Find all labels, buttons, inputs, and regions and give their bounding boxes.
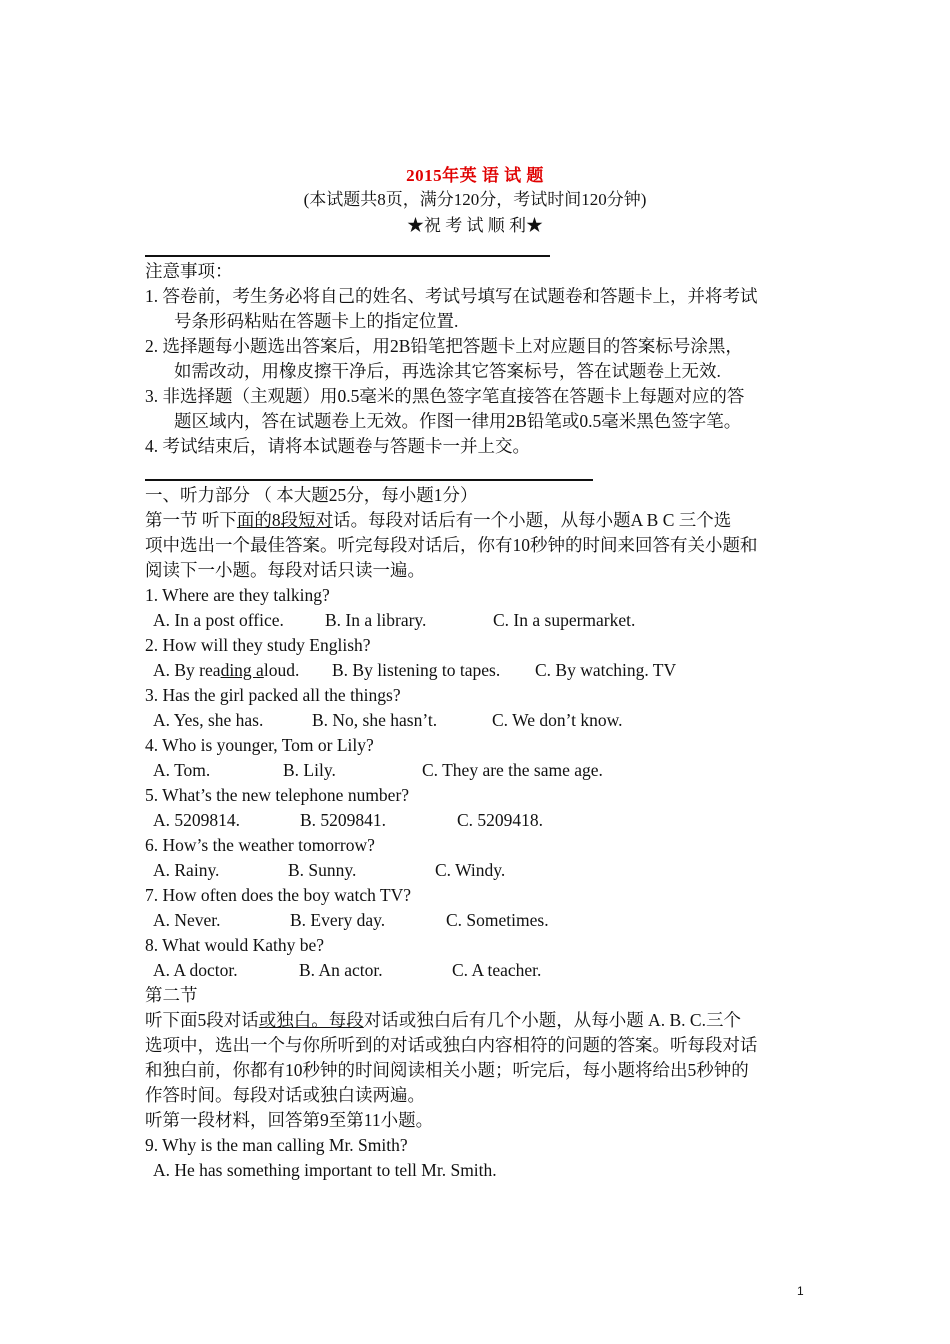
notice-item-1-cont: 号条形码粘贴在答题卡上的指定位置. <box>174 311 459 331</box>
option-b: B. Lily. <box>283 760 336 780</box>
option-a <box>153 658 332 683</box>
section1-intro-line2: 项中选出一个最佳答案。听完每段对话后，你有10秒钟的时间来回答有关小题和 <box>145 535 758 555</box>
good-luck-line: ★祝 考 试 顺 利★ <box>407 216 543 235</box>
question-2: 2. How will they study English? <box>145 635 371 655</box>
option-c: C. A teacher. <box>452 960 542 980</box>
option-c: C. Sometimes. <box>446 910 549 930</box>
option-b: B. An actor. <box>299 960 383 980</box>
option-a: A. A doctor. <box>153 960 238 980</box>
part1-heading: 一、听力部分 （ 本大题25分，每小题1分） <box>145 485 478 505</box>
section2-intro-b: 对话或独白后有几个小题，从每小题 A. B. C.三个 <box>363 1010 741 1030</box>
option-b: B. In a library. <box>325 610 427 630</box>
section1-intro-a: 第一节 听下 <box>145 510 237 530</box>
question-7: 7. How often does the boy watch TV? <box>145 885 412 905</box>
notice-item-1: 1. 答卷前，考生务必将自己的姓名、考试号填写在试题卷和答题卡上，并将考试 <box>145 286 758 306</box>
question-8-options <box>153 958 541 983</box>
page-title: 2015年英 语 试 题 <box>406 166 544 185</box>
section1-intro-b: 话。每段对话后有一个小题，从每小题A B C 三个选 <box>333 510 732 530</box>
page-number: 1 <box>797 1284 804 1298</box>
section2-instruction: 听第一段材料，回答第9至第11小题。 <box>145 1110 434 1130</box>
option-a: A. In a post office. <box>153 610 284 630</box>
option-a-text: A. By rea <box>153 660 221 680</box>
notice-item-2-cont: 如需改动，用橡皮擦干净后，再选涂其它答案标号，答在试题卷上无效. <box>174 361 721 381</box>
divider-middle <box>145 479 593 481</box>
question-6: 6. How’s the weather tomorrow? <box>145 835 375 855</box>
option-a: A. Rainy. <box>153 860 220 880</box>
section2-intro-line4: 作答时间。每段对话或独白读两遍。 <box>145 1085 425 1105</box>
question-8: 8. What would Kathy be? <box>145 935 325 955</box>
section2-intro-line3: 和独白前，你都有10秒钟的时间阅读相关小题；听完后，每小题将给出5秒钟的 <box>145 1060 749 1080</box>
notice-item-3-cont: 题区域内，答在试题卷上无效。作图一律用2B铅笔或0.5毫米黑色签字笔。 <box>174 411 742 431</box>
option-b: B. Sunny. <box>288 860 357 880</box>
section1-intro <box>145 508 731 533</box>
option-b: B. Every day. <box>290 910 386 930</box>
question-2-options <box>153 658 676 683</box>
question-7-options <box>153 908 549 933</box>
notice-item-4: 4. 考试结束后，请将本试题卷与答题卡一并上交。 <box>145 436 530 456</box>
option-a-text-end: loud. <box>263 660 300 680</box>
section2-intro-underlined: 或独白。每段 <box>258 1010 364 1030</box>
option-c: C. They are the same age. <box>422 760 603 780</box>
option-a: A. 5209814. <box>153 810 241 830</box>
question-3-options <box>153 708 623 733</box>
option-a: A. Never. <box>153 910 221 930</box>
option-c: C. 5209418. <box>457 810 544 830</box>
option-c: C. By watching. TV <box>535 660 677 680</box>
option-a: A. Yes, she has. <box>153 710 264 730</box>
option-c: C. We don’t know. <box>492 710 623 730</box>
option-c: C. In a supermarket. <box>493 610 636 630</box>
question-5: 5. What’s the new telephone number? <box>145 785 410 805</box>
section2-intro-line2: 选项中，选出一个与你所听到的对话或独白内容相符的问题的答案。听每段对话 <box>145 1035 758 1055</box>
section1-intro-line3: 阅读下一小题。每段对话只读一遍。 <box>145 560 425 580</box>
divider-top <box>145 255 550 257</box>
section1-intro-underlined: 面的8段短对 <box>236 510 334 530</box>
exam-info: (本试题共8页，满分120分，考试时间120分钟) <box>303 190 647 209</box>
notice-item-3: 3. 非选择题（主观题）用0.5毫米的黑色签字笔直接答在答题卡上每题对应的答 <box>145 386 745 406</box>
notice-item-2: 2. 选择题每小题选出答案后，用2B铅笔把答题卡上对应题目的答案标号涂黑， <box>145 336 743 356</box>
option-a-underlined: ding a <box>220 660 264 680</box>
option-b: B. By listening to tapes. <box>332 660 501 680</box>
question-1-options <box>153 608 635 633</box>
question-6-options <box>153 858 505 883</box>
question-9: 9. Why is the man calling Mr. Smith? <box>145 1135 408 1155</box>
question-4: 4. Who is younger, Tom or Lily? <box>145 735 374 755</box>
section2-intro-a: 听下面5段对话 <box>145 1010 259 1030</box>
question-4-options <box>153 758 603 783</box>
option-a: A. Tom. <box>153 760 211 780</box>
notice-heading: 注意事项： <box>145 261 233 281</box>
option-c: C. Windy. <box>435 860 506 880</box>
question-1: 1. Where are they talking? <box>145 585 330 605</box>
section2-heading: 第二节 <box>145 985 198 1005</box>
option-b: B. No, she hasn’t. <box>312 710 438 730</box>
section2-intro <box>145 1008 741 1033</box>
option-b: B. 5209841. <box>300 810 387 830</box>
question-5-options <box>153 808 543 833</box>
question-3: 3. Has the girl packed all the things? <box>145 685 401 705</box>
question-9-option-a: A. He has something important to tell Mr. Smith. <box>153 1160 497 1180</box>
